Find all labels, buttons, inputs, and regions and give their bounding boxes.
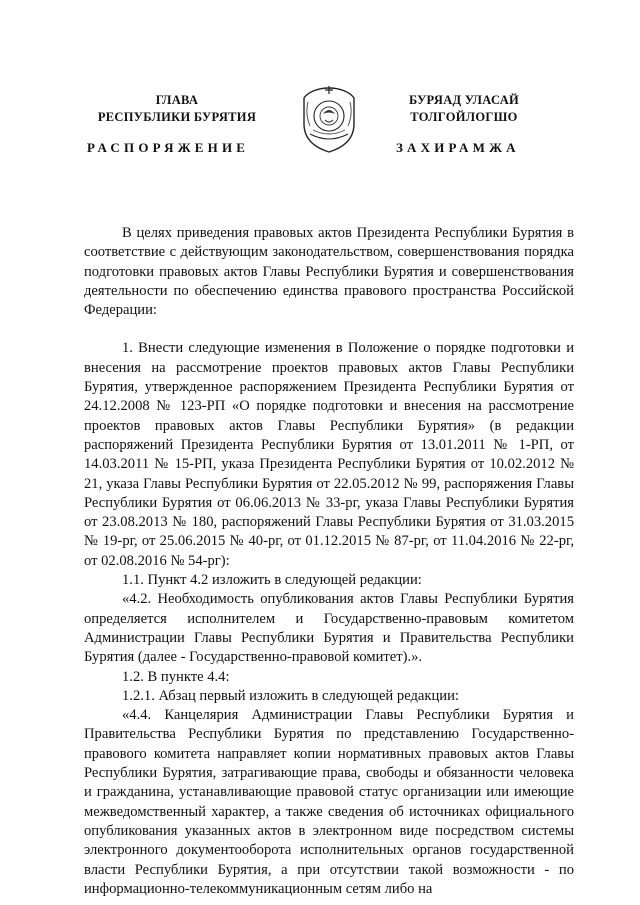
header-left-line2: РЕСПУБЛИКИ БУРЯТИЯ bbox=[97, 110, 257, 124]
item-1-2-1-heading: 1.2.1. Абзац первый изложить в следующей редакции: bbox=[122, 687, 459, 704]
coat-of-arms-emblem bbox=[296, 84, 362, 154]
doc-type-russian: РАСПОРЯЖЕНИЕ bbox=[87, 140, 250, 155]
header-left-line1: ГЛАВА bbox=[155, 93, 199, 107]
item-1-2-1-text: «4.4. Канцелярия Администрации Главы Республики Бурятия и Правительства Республики Бурятия по представлению Государственно-правового комитета направляет копии нормативных правовых актов Главы Республики Бурятия, затрагивающие права, свободы и обязанности человека и гражданина, устанавливающие правовой статус организации или имеющие межведомственный характер, а также сведения об источниках официального опубликования указанных актов в электронном виде посредством системы электронного документооборота исполнительных органов государственной власти Республики Бурятия, а при отсутствии такой возможности - по информационно-телекоммуникационным сетям либо на bbox=[84, 707, 574, 897]
item-1-paragraph: 1. Внести следующие изменения в Положение о порядке подготовки и внесения на рассмотрение проектов правовых актов Главы Республики Бурятия, утвержденное распоряжением Президента Республики Бурятия от 24.12.2008 № 123-РП «О порядке подготовки и внесения на рассмотрение проектов правовых актов Главы Республики Бурятия» (в редакции распоряжений Президента Республики Бурятия от 13.01.2011 № 1-РП, от 14.03.2011 № 15-РП, указа Президента Республики Бурятия от 10.02.2012 № 21, указа Главы Республики Бурятия от 22.05.2012 № 99, распоряжения Главы Республики Бурятия от 06.06.2013 № 33-рг, указа Главы Республики Бурятия от 23.08.2013 № 180, распоряжений Главы Республики Бурятия от 31.03.2015 № 19-рг, от 25.06.2015 № 40-рг, от 01.12.2015 № 87-рг, от 11.04.2016 № 22-рг, от 02.08.2016 № 54-рг): bbox=[84, 340, 574, 569]
item-1-2-heading: 1.2. В пункте 4.4: bbox=[122, 668, 230, 685]
preamble-paragraph: В целях приведения правовых актов Президента Республики Бурятия в соответствие с действующим законодательством, совершенствования порядка подготовки правовых актов Главы Республики Бурятия и совершенствования деятельности по обеспечению единства правового пространства Российской Федерации: bbox=[84, 225, 574, 319]
header-right-line1: БУРЯАД УЛАСАЙ bbox=[408, 93, 520, 107]
doc-type-buryat: ЗАХИРАМЖА bbox=[396, 140, 520, 155]
header-left-title bbox=[82, 92, 272, 126]
document-body bbox=[84, 224, 574, 899]
item-1-1-text: «4.2. Необходимость опубликования актов Главы Республики Бурятия определяется исполнителем и Государственно-правовым комитетом Администрации Главы Республики Бурятия и Правительства Республики Бурятия (далее - Государственно-правовой комитет).». bbox=[84, 591, 574, 666]
paragraph-spacer bbox=[84, 320, 574, 339]
header-right-line2: ТОЛГОЙЛОГШО bbox=[410, 110, 518, 124]
header-right-title bbox=[376, 92, 552, 126]
item-1-1-heading: 1.1. Пункт 4.2 изложить в следующей редакции: bbox=[122, 572, 422, 589]
